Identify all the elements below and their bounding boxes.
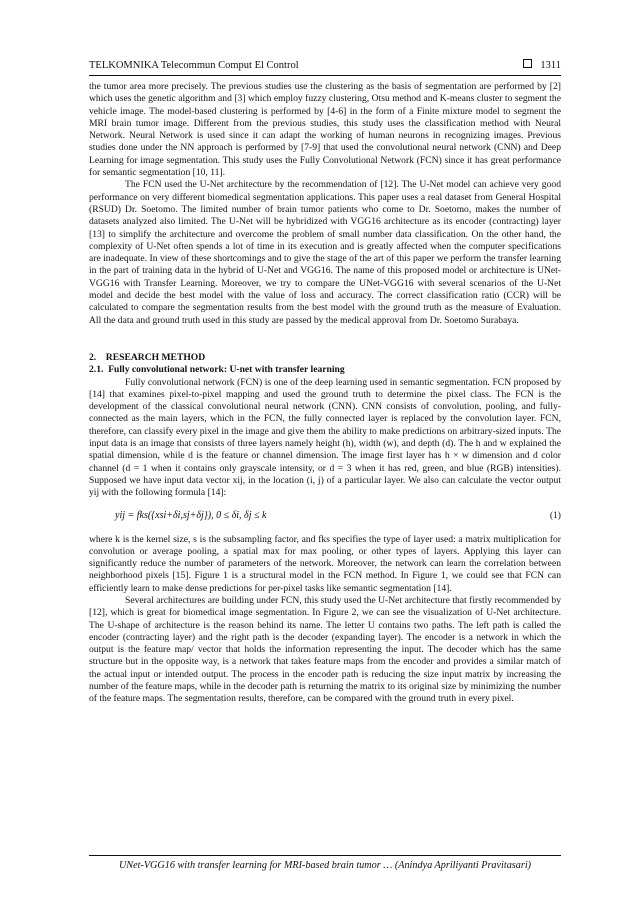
running-header — [89, 58, 561, 74]
square-box-icon — [523, 59, 532, 68]
equation-expression: yij = fks({xsi+δi,sj+δj}), 0 ≤ δi, δj ≤ k — [115, 509, 267, 521]
journal-name: TELKOMNIKA Telecommun Comput El Control — [89, 60, 299, 71]
footer-rule — [89, 855, 561, 856]
equation-number: (1) — [549, 509, 561, 521]
paragraph-fcn-1: Fully convolutional network (FCN) is one of the deep learning used in semantic segmentation. FCN proposed by [14] that examines pixel-to-pixel mapping and used the ground truth to determine the pixel class. The FCN is the development of the classical convolutional neural network (CNN). CNN consists of convolution, pooling, and fully-connected as the main layers, which in the FCN, the fully connected layer is replaced by the convolution layer. FCN, therefore, can classify every pixel in the image and give them the ability to make predictions on arbitrary-sized inputs. The input data is an image that consists of three layers namely height (h), width (w), and depth (d). The h and w explained the spatial dimension, while d is the feature or channel dimension. The image first layer has h × w dimension and d color channel (d = 1 when it contains only grayscale intensity, or d = 3 when it has red, green, and blue (RGB) intensities). Supposed we have input data vector xij, in the location (i, j) of a particular layer. We also can calculate the vector output yij with the following formula [14]: — [89, 376, 561, 499]
section-gap — [89, 327, 561, 352]
paragraph-intro-2: The FCN used the U-Net architecture by the recommendation of [12]. The U-Net model can achieve very good performance on very different biomedical segmentation applications. This paper uses a real dataset from General Hospital (RSUD) Dr. Soetomo. The limited number of brain tumor patients who come to Dr. Soetomo, makes the number of datasets analyzed also limited. The U-Net will be hybridized with VGG16 architecture as its encoder (contracting) layer [13] to simplify the architecture and overcome the problem of small number data classification. On the other hand, the complexity of U-Net often spends a lot of time in its execution and is greatly affected when the computer specifications are inadequate. In view of these shortcomings and to give the stage of the art of this paper we perform the transfer learning in the part of training data in the hybrid of U-Net and VGG16. The name of this proposed model or architecture is UNet-VGG16 with Transfer Learning. Moreover, we try to compare the UNet-VGG16 with several scenarios of the U-Net model and decide the best model with the value of loss and accuracy. The correct classification ratio (CCR) will be calculated to compare the segmentation results from the best model with the ground truth as the measure of Evaluation. All the data and ground truth used in this study are passed by the medical approval from Dr. Soetomo Surabaya. — [89, 179, 561, 326]
running-footer: UNet-VGG16 with transfer learning for MRI-based brain tumor … (Anindya Apriliyanti Pravitasari) — [118, 860, 532, 871]
paragraph-intro-1: the tumor area more precisely. The previous studies use the clustering as the basis of segmentation are performed by [2] which uses the genetic algorithm and [3] which employ fuzzy clustering, Otsu method and K-means cluster to segment the vehicle image. The model-based clustering is performed by [4-6] in the form of a Finite mixture model to segment the MRI brain tumor image. Different from the previous studies, this study uses the classification method with Neural Network. Neural Network is used since it can adapt the working of human neurons in recognizing images. Previous studies done under the NN approach is performed by [7-9] that used the convolutional neural network (CNN) and Deep Learning for image segmentation. This study uses the Fully Convolutional Network (FCN) since it has great performance for semantic segmentation [10, 11]. — [89, 81, 561, 179]
page-number-group — [523, 58, 561, 74]
equation-1 — [89, 506, 561, 526]
page-number: 1311 — [540, 60, 561, 71]
section-heading-research-method: 2. RESEARCH METHOD — [89, 351, 206, 363]
paragraph-fcn-2: where k is the kernel size, s is the subsampling factor, and fks specifies the type of layer used: a matrix multiplication for convolution or average pooling, a spatial max for max pooling, or other types of layers. Applying this layer can significantly reduce the number of parameters of the network. Moreover, the network can learn the correlation between neighborhood pixels [15]. Figure 1 is a structural model in the FCN method. In Figure 1, we could see that FCN can efficiently learn to make dense predictions for per-pixel tasks like semantic segmentation [14]. — [89, 533, 561, 594]
paragraph-fcn-3: Several architectures are building under FCN, this study used the U-Net architecture that firstly recommended by [12], which is great for biomedical image segmentation. In Figure 2, we can see the visualization of U-Net architecture. The U-shape of architecture is the reason behind its name. The letter U contains two paths. The left path is called the encoder (contracting layer) and the right path is the decoder (expanding layer). The encoder is a network in which the output is the feature map/ vector that holds the information representing the input. The decoder which has the same structure but in the opposite way, is a network that takes feature maps from the encoder and provides a similar match of the actual input or intended output. The process in the encoder path is reducing the size input matrix by increasing the number of the feature maps, while in the decoder path is returning the matrix to its original size by minimizing the number of the feature maps. The segmentation results, therefore, can be compared with the ground truth in every pixel. — [89, 594, 561, 705]
header-rule — [89, 75, 561, 76]
body-text — [89, 81, 561, 706]
subsection-heading-fcn: 2.1. Fully convolutional network: U-net with transfer learning — [89, 364, 345, 376]
